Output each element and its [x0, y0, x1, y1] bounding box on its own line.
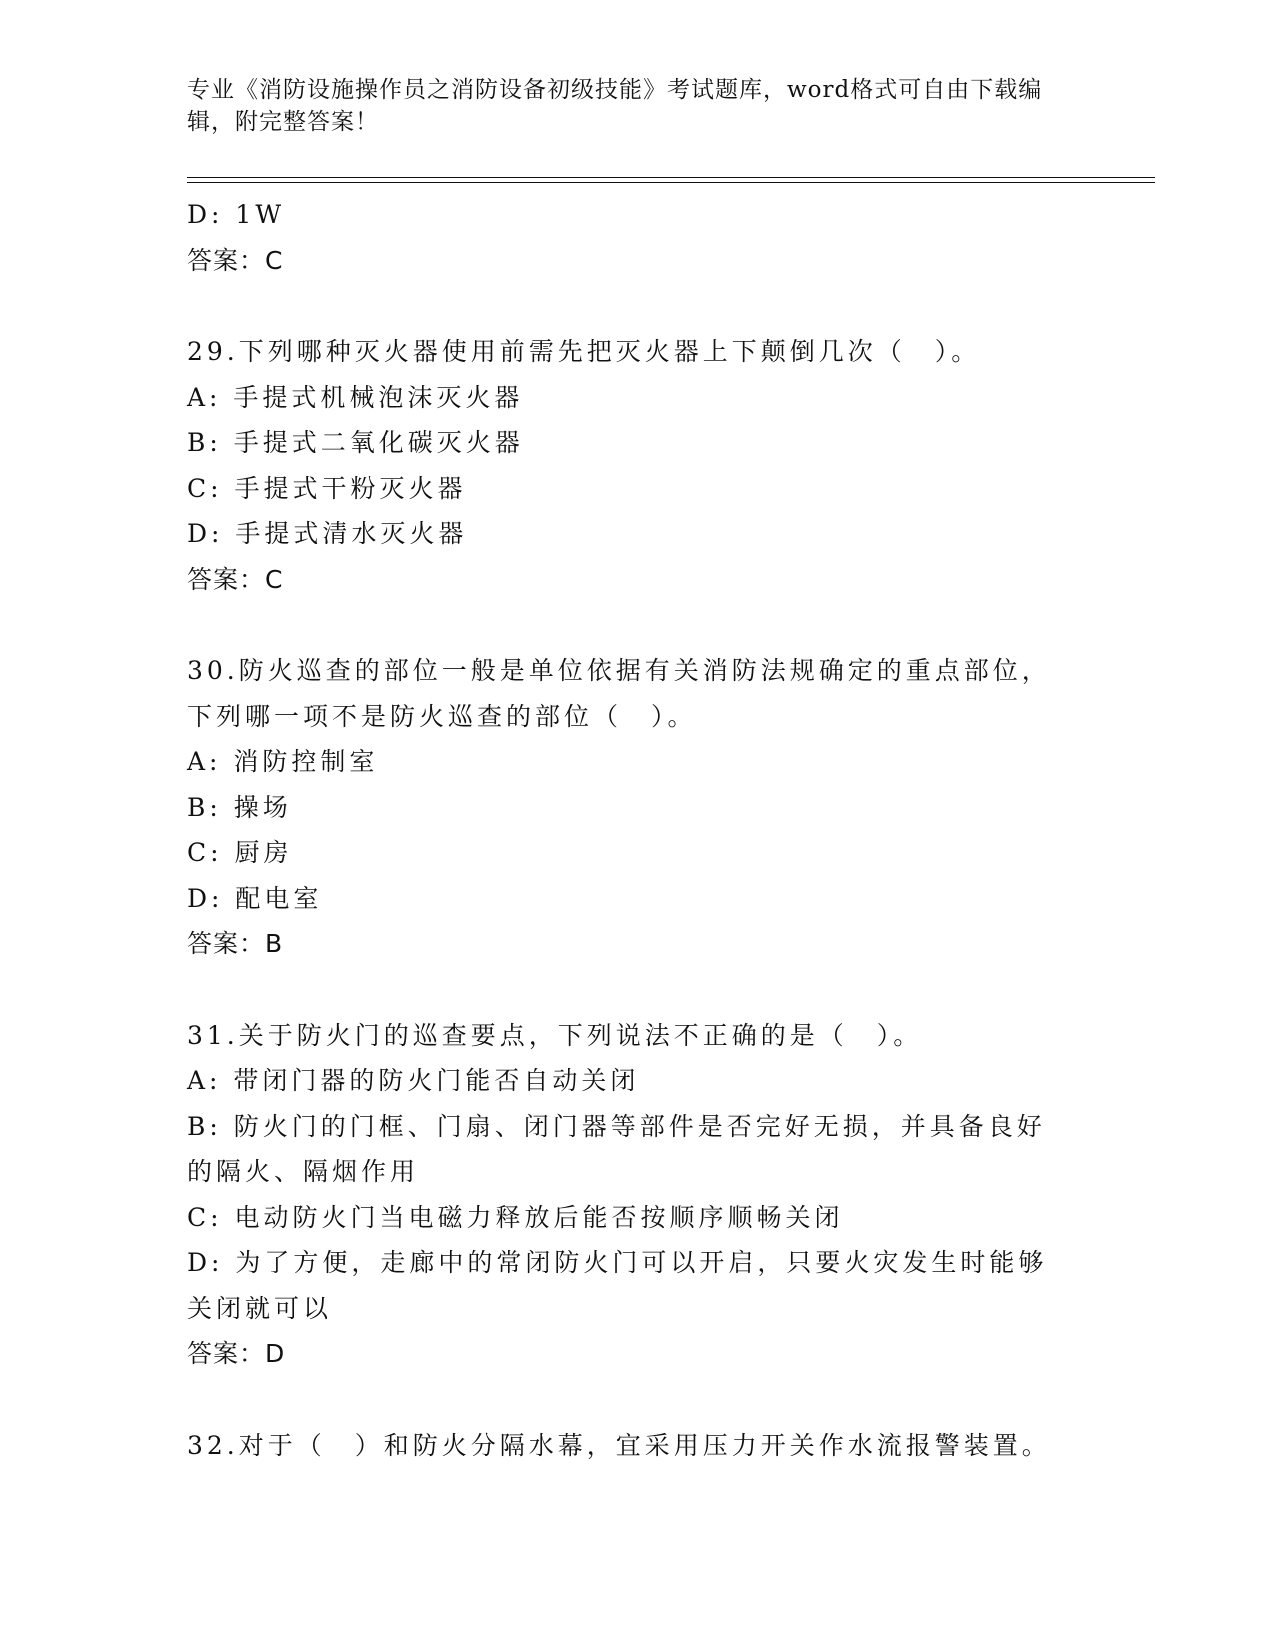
- option-a: A: 消防控制室: [187, 747, 379, 776]
- question-stem: 29.下列哪种灭火器使用前需先把灭火器上下颠倒几次（ ）。: [187, 337, 981, 366]
- option-c: C: 厨房: [187, 838, 293, 867]
- answer: 答案：D: [187, 1339, 286, 1368]
- option-b: B: 手提式二氧化碳灭火器: [187, 428, 524, 457]
- answer: 答案：C: [187, 245, 284, 275]
- question-30: [187, 648, 1087, 967]
- option-d: D: 1W: [187, 200, 286, 229]
- option-d: D: 手提式清水灭火器: [187, 519, 468, 548]
- answer: 答案：B: [187, 929, 284, 958]
- answer: 答案：C: [187, 564, 284, 594]
- option-c: C: 手提式干粉灭火器: [187, 473, 467, 503]
- option-b: B: 防火门的门框、门扇、闭门器等部件是否完好无损，并具备良好的隔火、隔烟作用: [187, 1111, 1046, 1186]
- header-divider-top: [187, 177, 1155, 178]
- document-header: 专业《消防设施操作员之消防设备初级技能》考试题库，word格式可自由下载编辑，附完整答案！: [187, 77, 1043, 135]
- header-divider-bottom: [187, 182, 1155, 183]
- question-28-tail: [187, 192, 1087, 283]
- option-c: C: 电动防火门当电磁力释放后能否按顺序顺畅关闭: [187, 1202, 844, 1232]
- option-a: A: 带闭门器的防火门能否自动关闭: [187, 1066, 640, 1095]
- question-stem: 30.防火巡查的部位一般是单位依据有关消防法规确定的重点部位，下列哪一项不是防火巡查的部位（ ）。: [187, 656, 1051, 731]
- question-list: [187, 192, 1087, 1468]
- option-d: D: 配电室: [187, 883, 323, 913]
- option-a: A: 手提式机械泡沫灭火器: [187, 382, 524, 412]
- option-d: D: 为了方便，走廊中的常闭防火门可以开启，只要火灾发生时能够关闭就可以: [187, 1248, 1048, 1323]
- option-b: B: 操场: [187, 792, 292, 822]
- question-29: [187, 329, 1087, 602]
- question-stem: 32.对于（ ）和防火分隔水幕，宜采用压力开关作水流报警装置。: [187, 1430, 1051, 1460]
- question-31: [187, 1013, 1087, 1377]
- question-32: [187, 1423, 1087, 1469]
- question-stem: 31.关于防火门的巡查要点，下列说法不正确的是（ ）。: [187, 1020, 923, 1050]
